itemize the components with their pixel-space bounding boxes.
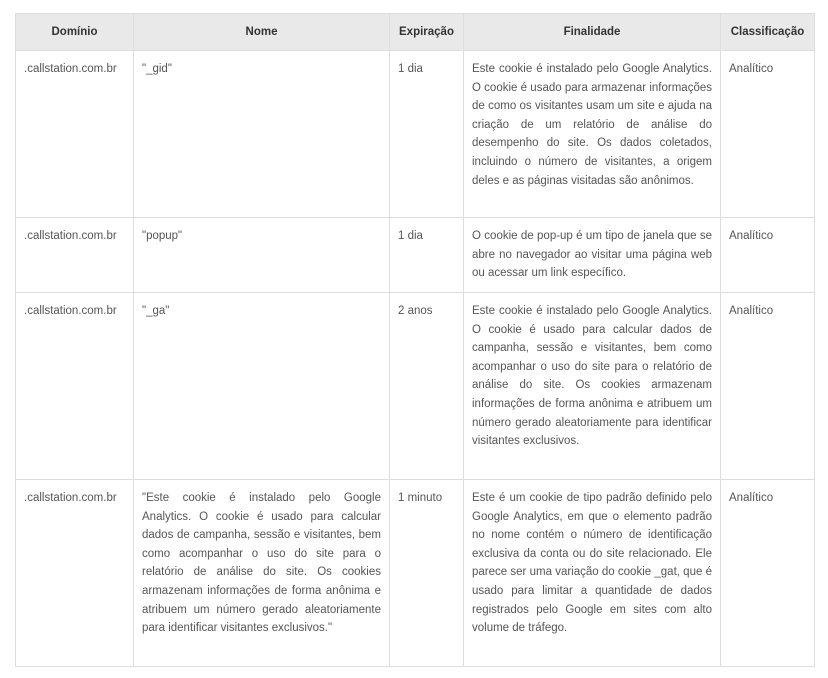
cell-classificacao: Analítico bbox=[721, 51, 815, 218]
table-row bbox=[16, 218, 815, 293]
header-expiracao: Expiração bbox=[390, 14, 464, 51]
cell-nome: "Este cookie é instalado pelo Google Analytics. O cookie é usado para calcular dados de campanha, sessão e visitantes, bem como acompanhar o uso do site para o relatório de análise do site. Os cookies armazenam informações de forma anônima e atribuem um número gerado aleatoriamente para identificar visitantes exclusivos." bbox=[134, 480, 390, 667]
cell-finalidade: Este cookie é instalado pelo Google Analytics. O cookie é usado para armazenar informações de como os visitantes usam um site e ajuda na criação de um relatório de análise do desempenho do site. Os dados coletados, incluindo o número de visitantes, a origem deles e as páginas visitadas são anônimos. bbox=[464, 51, 721, 218]
header-nome: Nome bbox=[134, 14, 390, 51]
table-row bbox=[16, 51, 815, 218]
cell-dominio: .callstation.com.br bbox=[16, 218, 134, 293]
cell-expiracao: 1 dia bbox=[390, 51, 464, 218]
cookie-table-container bbox=[15, 13, 814, 667]
cell-nome: "_ga" bbox=[134, 293, 390, 480]
cell-nome: "_gid" bbox=[134, 51, 390, 218]
header-finalidade: Finalidade bbox=[464, 14, 721, 51]
cell-classificacao: Analítico bbox=[721, 480, 815, 667]
header-classificacao: Classificação bbox=[721, 14, 815, 51]
cell-dominio: .callstation.com.br bbox=[16, 293, 134, 480]
cell-finalidade: Este é um cookie de tipo padrão definido pelo Google Analytics, em que o elemento padrão no nome contém o número de identificação exclusiva da conta ou do site relacionado. Ele parece ser uma variação do cookie _gat, que é usado para limitar a quantidade de dados registrados pelo Google em sites com alto volume de tráfego. bbox=[464, 480, 721, 667]
cell-expiracao: 2 anos bbox=[390, 293, 464, 480]
cell-classificacao: Analítico bbox=[721, 293, 815, 480]
cell-expiracao: 1 dia bbox=[390, 218, 464, 293]
cell-nome: "popup" bbox=[134, 218, 390, 293]
cell-finalidade: O cookie de pop-up é um tipo de janela que se abre no navegador ao visitar uma página web ou acessar um link específico. bbox=[464, 218, 721, 293]
cell-dominio: .callstation.com.br bbox=[16, 480, 134, 667]
cell-classificacao: Analítico bbox=[721, 218, 815, 293]
header-dominio: Domínio bbox=[16, 14, 134, 51]
table-header-row bbox=[16, 14, 815, 51]
table-row bbox=[16, 480, 815, 667]
cell-finalidade: Este cookie é instalado pelo Google Analytics. O cookie é usado para calcular dados de campanha, sessão e visitantes, bem como acompanhar o uso do site para o relatório de análise do site. Os cookies armazenam informações de forma anônima e atribuem um número gerado aleatoriamente para identificar visitantes exclusivos. bbox=[464, 293, 721, 480]
cookie-table bbox=[15, 13, 815, 667]
cell-dominio: .callstation.com.br bbox=[16, 51, 134, 218]
cell-expiracao: 1 minuto bbox=[390, 480, 464, 667]
table-row bbox=[16, 293, 815, 480]
